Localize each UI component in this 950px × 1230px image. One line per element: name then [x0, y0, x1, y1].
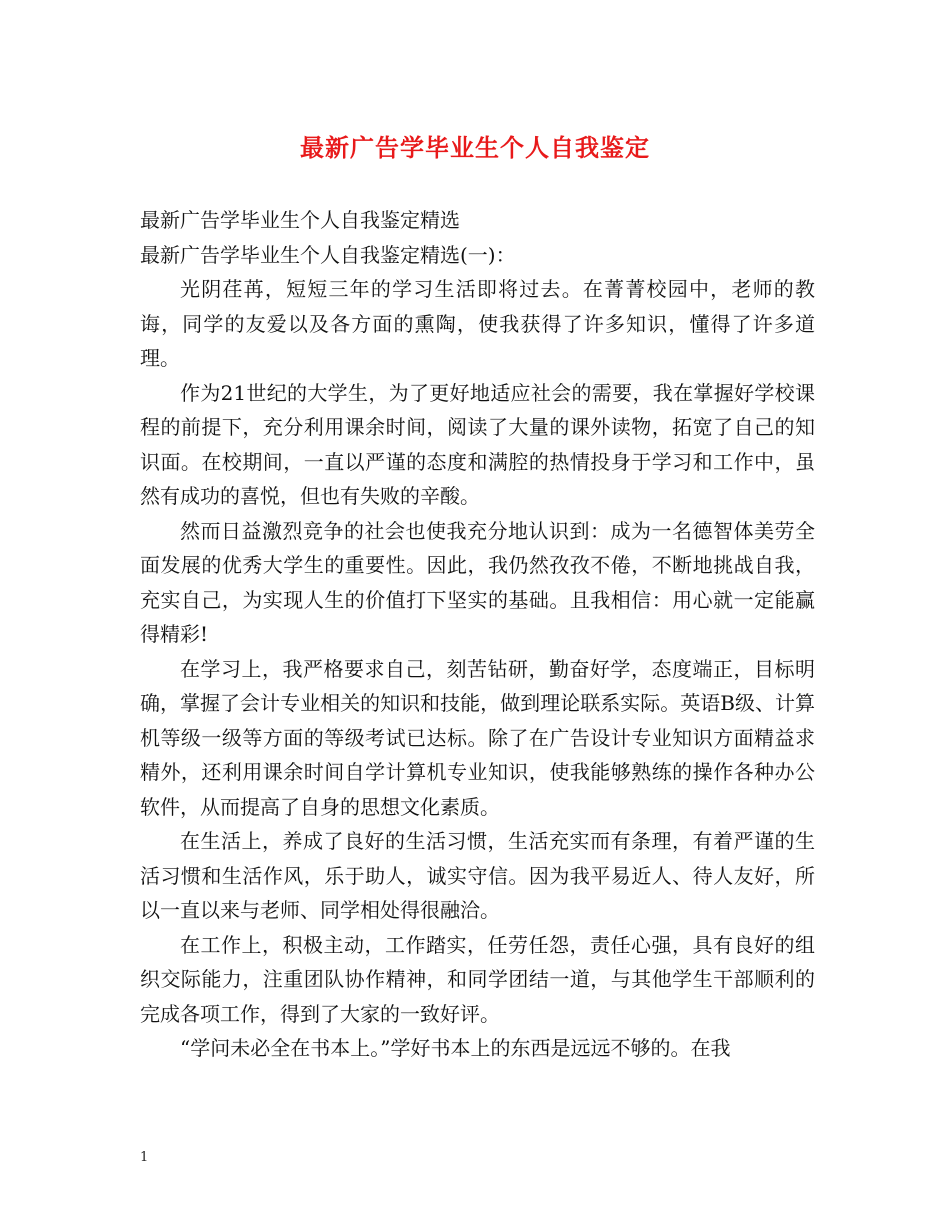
- section-heading: 最新广告学毕业生个人自我鉴定精选(一)：: [140, 242, 516, 267]
- paragraph-4: 在学习上，我严格要求自己，刻苦钻研，勤奋好学，态度端正，目标明确，掌握了会计专业相关的知识和技能，做到理论联系实际。英语B级、计算机等级一级等方面的等级考试已达标。除了在广告设计专业知识方面精益求精外，还利用课余时间自学计算机专业知识，使我能够熟练的操作各种办公软件，从而提高了自身的思想文化素质。: [140, 656, 815, 819]
- document-title: 最新广告学毕业生个人自我鉴定: [300, 133, 650, 162]
- document-subtitle: 最新广告学毕业生个人自我鉴定精选: [140, 208, 460, 232]
- paragraph-1: 光阴荏苒，短短三年的学习生活即将过去。在菁菁校园中，老师的教诲，同学的友爱以及各方面的熏陶，使我获得了许多知识，懂得了许多道理。: [140, 277, 815, 370]
- paragraph-3: 然而日益激烈竞争的社会也使我充分地认识到：成为一名德智体美劳全面发展的优秀大学生的重要性。因此，我仍然孜孜不倦，不断地挑战自我，充实自己，为实现人生的价值打下坚实的基础。且我相信：用心就一定能赢得精彩!: [140, 518, 815, 646]
- paragraph-2: 作为21世纪的大学生，为了更好地适应社会的需要，我在掌握好学校课程的前提下，充分利用课余时间，阅读了大量的课外读物，拓宽了自己的知识面。在校期间，一直以严谨的态度和满腔的热情投身于学习和工作中，虽然有成功的喜悦，但也有失败的辛酸。: [140, 380, 815, 508]
- paragraph-6: 在工作上，积极主动，工作踏实，任劳任怨，责任心强，具有良好的组织交际能力，注重团队协作精神，和同学团结一道，与其他学生干部顺利的完成各项工作，得到了大家的一致好评。: [140, 932, 815, 1026]
- paragraph-7: “学问未必全在书本上。”学好书本上的东西是远远不够的。在我: [180, 1036, 731, 1060]
- paragraph-5: 在生活上，养成了良好的生活习惯，生活充实而有条理，有着严谨的生活习惯和生活作风，乐于助人，诚实守信。因为我平易近人、待人友好，所以一直以来与老师、同学相处得很融洽。: [140, 829, 815, 922]
- document-body: [140, 203, 815, 1066]
- page-number: 1: [140, 1150, 149, 1165]
